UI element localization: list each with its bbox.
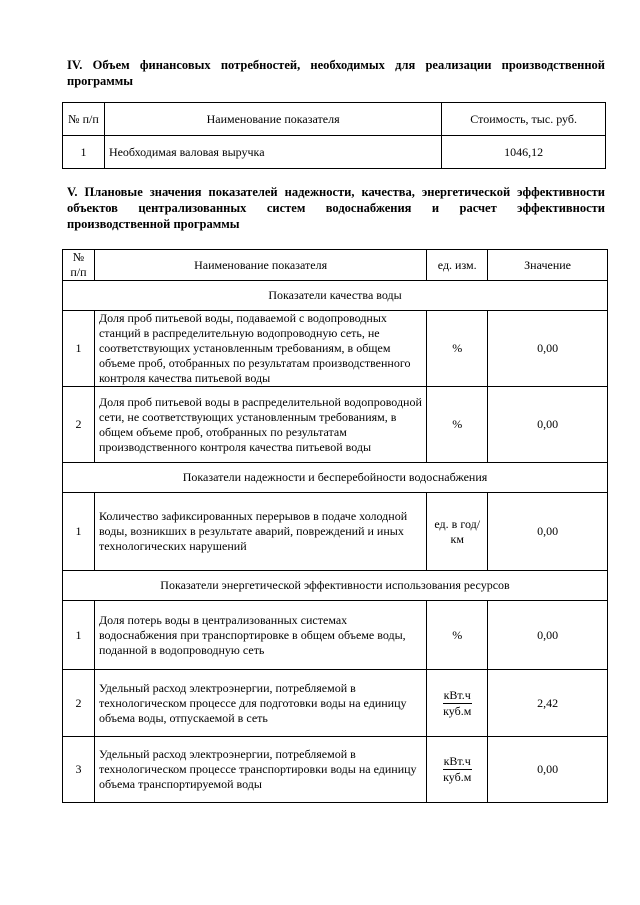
header-num: № п/п bbox=[63, 103, 105, 136]
row-value: 0,00 bbox=[488, 601, 608, 670]
section4-title: IV. Объем финансовых потребностей, необходимых для реализации производственной программы bbox=[67, 58, 605, 88]
header-num: № п/п bbox=[63, 250, 95, 281]
row-unit bbox=[427, 670, 488, 737]
row-value: 0,00 bbox=[488, 311, 608, 387]
row-unit: % bbox=[427, 311, 488, 387]
header-name: Наименование показателя bbox=[94, 250, 426, 281]
row-name: Количество зафиксированных перерывов в подаче холодной воды, возникших в результате аварий, повреждений и иных технологических нарушений bbox=[94, 493, 426, 571]
row-unit bbox=[427, 737, 488, 803]
financial-needs-table bbox=[62, 102, 606, 169]
row-name: Необходимая валовая выручка bbox=[104, 136, 441, 169]
header-unit: ед. изм. bbox=[427, 250, 488, 281]
unit-denominator: куб.м bbox=[443, 770, 472, 784]
row-num: 1 bbox=[63, 601, 95, 670]
group-header-row bbox=[63, 571, 608, 601]
row-value: 0,00 bbox=[488, 387, 608, 463]
group-title-quality: Показатели качества воды bbox=[63, 281, 608, 311]
row-num: 1 bbox=[63, 311, 95, 387]
row-value: 0,00 bbox=[488, 493, 608, 571]
table-row bbox=[63, 136, 606, 169]
row-value: 0,00 bbox=[488, 737, 608, 803]
group-header-row bbox=[63, 463, 608, 493]
row-unit: % bbox=[427, 387, 488, 463]
row-num: 1 bbox=[63, 136, 105, 169]
row-num: 1 bbox=[63, 493, 95, 571]
header-cost: Стоимость, тыс. руб. bbox=[442, 103, 606, 136]
row-num: 3 bbox=[63, 737, 95, 803]
row-value: 1046,12 bbox=[442, 136, 606, 169]
row-unit: ед. в год/ км bbox=[427, 493, 488, 571]
table-row bbox=[63, 601, 608, 670]
table-row bbox=[63, 387, 608, 463]
row-num: 2 bbox=[63, 670, 95, 737]
row-unit: % bbox=[427, 601, 488, 670]
unit-numerator: кВт.ч bbox=[443, 754, 471, 768]
row-name: Доля проб питьевой воды, подаваемой с водопроводных станций в распределительную водопроводную сеть, не соответствующих установленным требованиям, в общем объеме проб, отобранных по результатам производственного контроля качества питьевой воды bbox=[94, 311, 426, 387]
header-name: Наименование показателя bbox=[104, 103, 441, 136]
header-value: Значение bbox=[488, 250, 608, 281]
unit-denominator: куб.м bbox=[443, 703, 472, 718]
row-value: 2,42 bbox=[488, 670, 608, 737]
table-row bbox=[63, 737, 608, 803]
group-title-reliability: Показатели надежности и бесперебойности водоснабжения bbox=[63, 463, 608, 493]
table-header-row bbox=[63, 250, 608, 281]
group-header-row bbox=[63, 281, 608, 311]
unit-numerator: кВт.ч bbox=[443, 687, 471, 702]
row-name: Доля потерь воды в централизованных системах водоснабжения при транспортировке в общем объеме воды, поданной в водопроводную сеть bbox=[94, 601, 426, 670]
unit-fraction bbox=[443, 688, 472, 719]
table-header-row bbox=[63, 103, 606, 136]
unit-fraction bbox=[443, 754, 472, 785]
table-row bbox=[63, 311, 608, 387]
table-row bbox=[63, 670, 608, 737]
table-row bbox=[63, 493, 608, 571]
row-name: Удельный расход электроэнергии, потребляемой в технологическом процессе для подготовки воды на единицу объема воды, отпускаемой в сеть bbox=[94, 670, 426, 737]
group-title-energy: Показатели энергетической эффективности использования ресурсов bbox=[63, 571, 608, 601]
row-num: 2 bbox=[63, 387, 95, 463]
row-name: Доля проб питьевой воды в распределительной водопроводной сети, не соответствующих установленным требованиям, в общем объеме проб, отобранных по результатам производственного контроля качества питьевой воды bbox=[94, 387, 426, 463]
row-name: Удельный расход электроэнергии, потребляемой в технологическом процессе транспортировки воды на единицу объема транспортируемой воды bbox=[94, 737, 426, 803]
section5-title: V. Плановые значения показателей надежности, качества, энергетической эффективности объектов централизованных систем водоснабжения и расчет эффективности производственной программы bbox=[67, 185, 605, 231]
indicators-table bbox=[62, 249, 608, 803]
